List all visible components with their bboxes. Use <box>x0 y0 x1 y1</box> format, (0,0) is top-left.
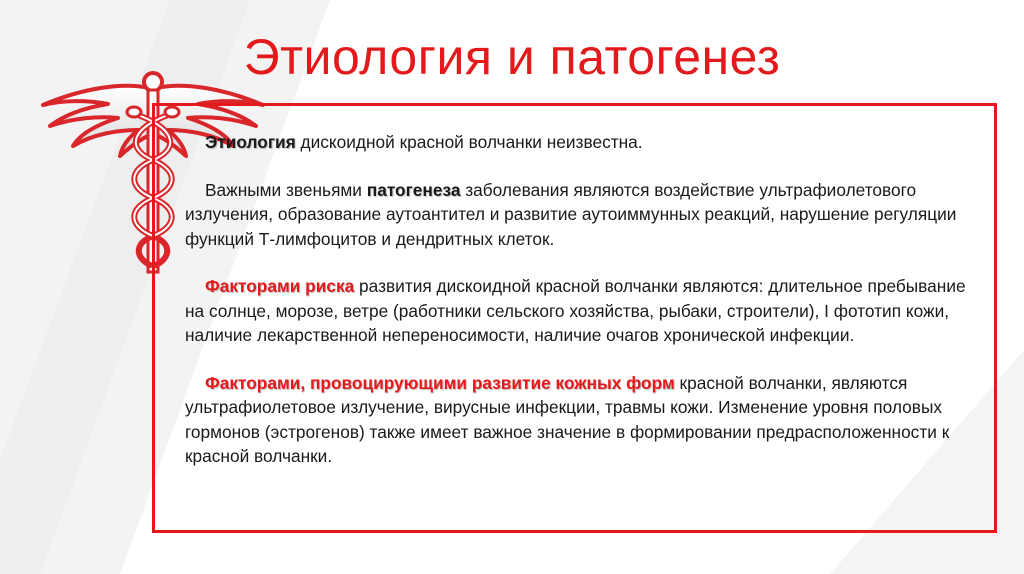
slide-body <box>185 130 975 492</box>
paragraph-text: Важными звеньями <box>205 179 367 200</box>
paragraph-text: красной волчанки, являются ультрафиолетовое излучение, вирусные инфекции, травмы кожи. Изменение уровня половых гормонов (эстрогенов) также имеет важное значение в формировании предрасположенности к красной волчанки. <box>185 372 950 466</box>
paragraph-text: развития дискоидной красной волчанки являются: длительное пребывание на солнце, морозе, ветре (работники сельского хозяйства, рыбаки, строители), I фототип кожи, наличие лекарственной непереносимости, наличие очагов хронической инфекции. <box>185 276 966 345</box>
slide-title: Этиология и патогенез <box>243 29 781 85</box>
term-etiology: Этиология <box>205 132 296 152</box>
paragraph-pathogenesis <box>185 178 975 252</box>
paragraph-provoking-factors <box>185 371 975 469</box>
paragraph-text: заболевания являются воздействие ультрафиолетового излучения, образование аутоантител и развитие аутоиммунных реакций, нарушение регуляции функций Т-лимфоцитов и дендритных клеток. <box>185 179 957 249</box>
paragraph-etiology <box>185 130 975 155</box>
term-risk-factors: Факторами риска <box>205 276 355 296</box>
term-provoking-factors: Факторами, провоцирующими развитие кожных форм <box>205 372 675 393</box>
term-pathogenesis: патогенеза <box>366 179 461 200</box>
paragraph-risk-factors <box>185 274 975 348</box>
paragraph-text: дискоидной красной волчанки неизвестна. <box>295 132 643 152</box>
